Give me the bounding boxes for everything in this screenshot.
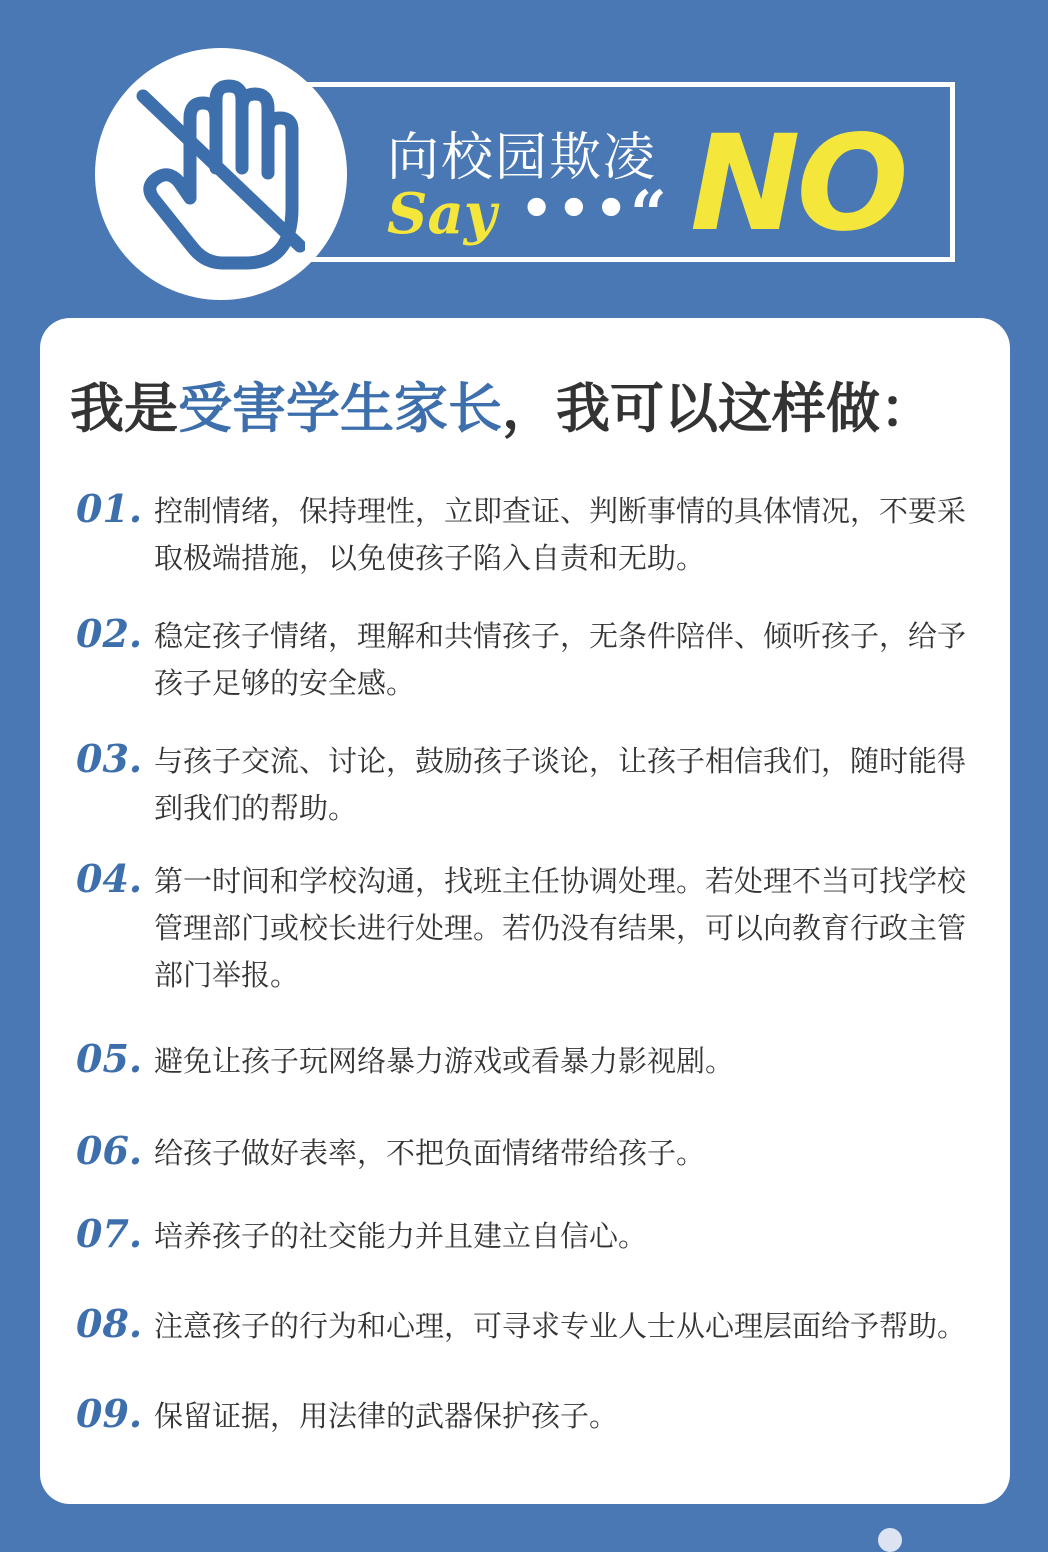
banner-quote: “ <box>630 177 667 252</box>
item-text: 第一时间和学校沟通，找班主任协调处理。若处理不当可找学校管理部门或校长进行处理。若仍没有结果，可以向教育行政主管部门举报。 <box>154 864 967 992</box>
item-number: 05. <box>76 1036 143 1081</box>
item-text: 避免让孩子玩网络暴力游戏或看暴力影视剧。 <box>154 1044 735 1078</box>
item-text: 稳定孩子情绪，理解和共情孩子，无条件陪伴、倾听孩子，给予孩子足够的安全感。 <box>154 619 967 700</box>
item-text: 控制情绪，保持理性，立即查证、判断事情的具体情况，不要采取极端措施，以免使孩子陷入自责和无助。 <box>154 494 967 575</box>
title-highlight: 受害学生家长 <box>178 377 502 440</box>
content-card <box>40 318 1010 1504</box>
banner-say: Say <box>387 181 497 247</box>
watermark-logo-icon <box>878 1528 902 1552</box>
item-text: 与孩子交流、讨论，鼓励孩子谈论，让孩子相信我们，随时能得到我们的帮助。 <box>154 744 967 825</box>
banner-title: 向校园欺凌 <box>387 128 658 188</box>
item-text: 保留证据，用法律的武器保护孩子。 <box>154 1399 619 1433</box>
banner-no: NO <box>690 107 905 261</box>
title-prefix: 我是 <box>70 377 178 440</box>
slogan-banner <box>305 82 955 262</box>
banner-dots: ••• <box>520 179 632 239</box>
card-title <box>70 366 980 443</box>
item-number: 04. <box>76 856 143 901</box>
item-text: 给孩子做好表率，不把负面情绪带给孩子。 <box>154 1136 706 1170</box>
item-text: 培养孩子的社交能力并且建立自信心。 <box>154 1219 648 1253</box>
item-number: 08. <box>76 1301 143 1346</box>
item-text: 注意孩子的行为和心理，可寻求专业人士从心理层面给予帮助。 <box>154 1309 967 1343</box>
item-number: 07. <box>76 1211 143 1256</box>
title-suffix: ，我可以这样做： <box>502 377 934 440</box>
item-number: 09. <box>76 1391 143 1436</box>
item-number: 06. <box>76 1128 143 1173</box>
item-number: 02. <box>76 611 143 656</box>
item-number: 01. <box>76 486 143 531</box>
item-number: 03. <box>76 736 143 781</box>
